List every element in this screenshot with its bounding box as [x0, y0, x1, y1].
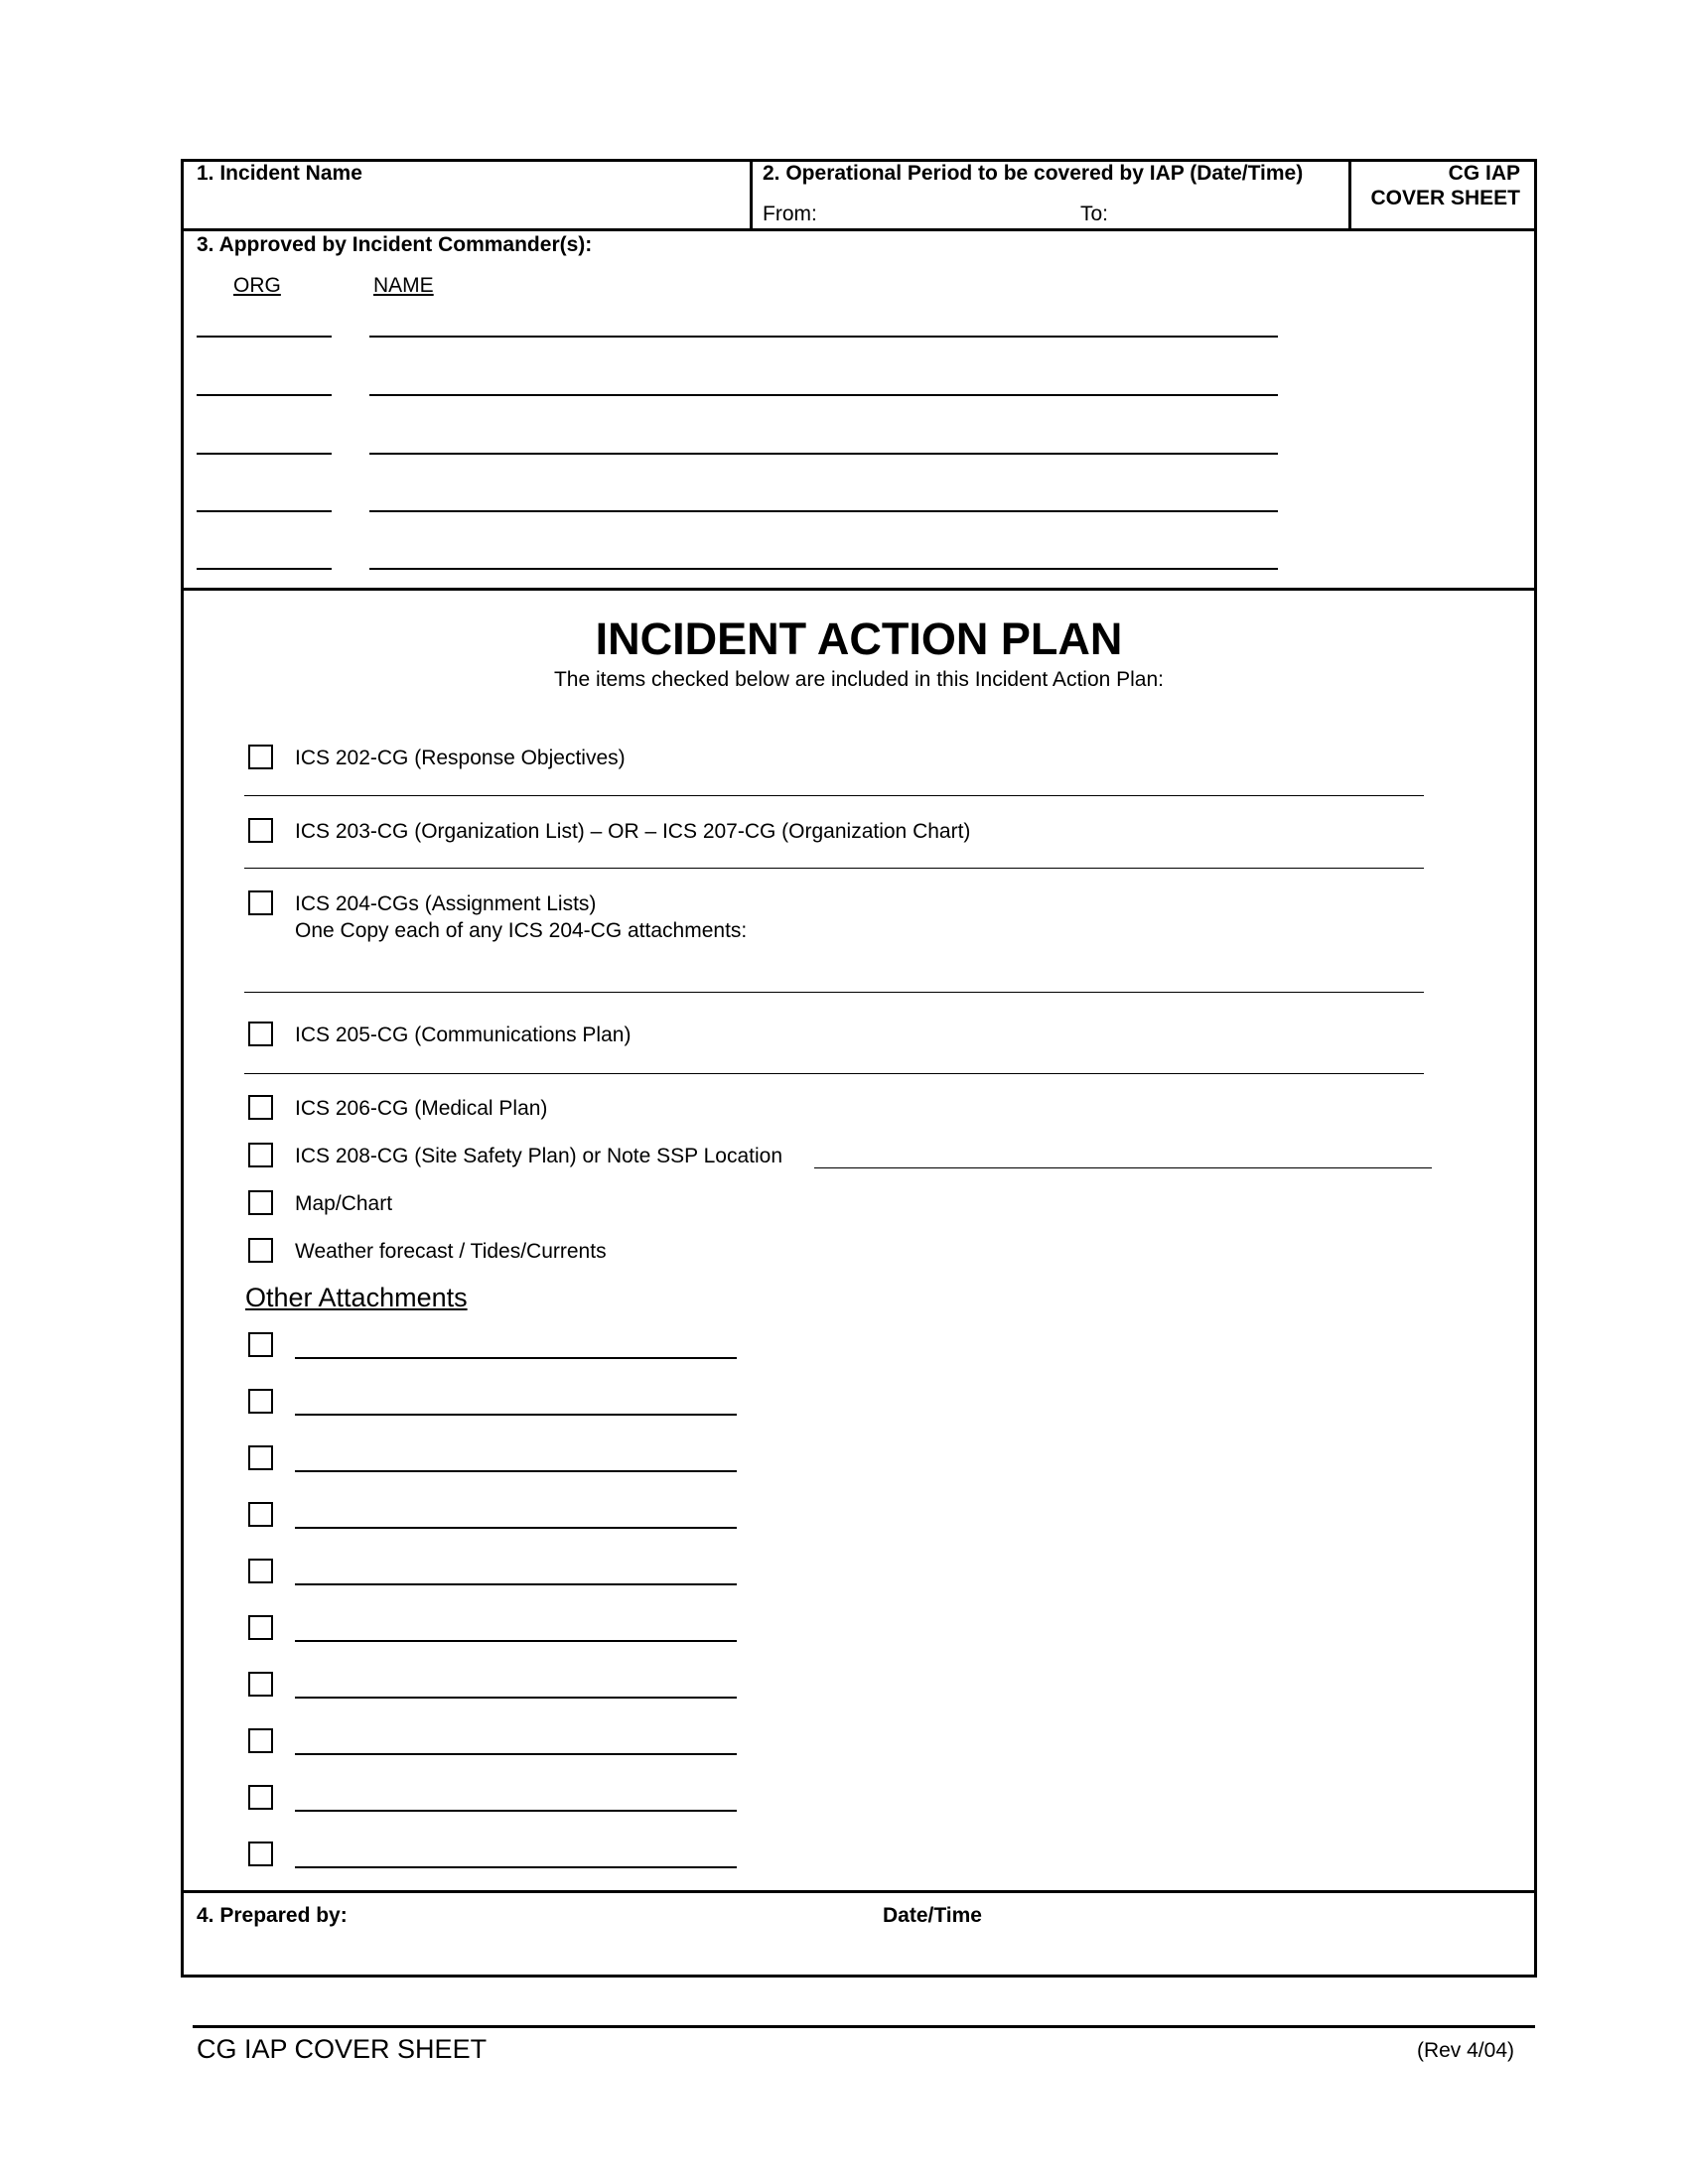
attachment-checkbox-9[interactable]: [248, 1785, 273, 1810]
other-attachments-label: Other Attachments: [245, 1283, 468, 1312]
separator-4: [244, 1073, 1424, 1074]
separator-2: [244, 868, 1424, 869]
org-line-2[interactable]: [197, 394, 332, 396]
org-line-4[interactable]: [197, 510, 332, 512]
header-divider-2: [1348, 159, 1351, 230]
approval-bottom-rule: [181, 588, 1537, 591]
ssp-location-line[interactable]: [814, 1167, 1432, 1168]
cover-sheet-line2: COVER SHEET: [1370, 187, 1520, 209]
from-label: From:: [763, 203, 817, 225]
checkbox-ics-204[interactable]: [248, 890, 273, 915]
name-line-3[interactable]: [369, 453, 1278, 455]
form-border: [181, 159, 1537, 1978]
checkbox-ics-203[interactable]: [248, 818, 273, 843]
attachment-checkbox-5[interactable]: [248, 1559, 273, 1583]
attachment-line-7[interactable]: [295, 1697, 737, 1699]
op-period-label: 2. Operational Period to be covered by IAP (Date/Time): [763, 162, 1304, 185]
to-label: To:: [1080, 203, 1109, 225]
attachment-checkbox-6[interactable]: [248, 1615, 273, 1640]
item-ics-205: ICS 205-CG (Communications Plan): [295, 1024, 632, 1046]
item-ics-204-sub: One Copy each of any ICS 204-CG attachments:: [295, 919, 748, 942]
attachment-checkbox-7[interactable]: [248, 1672, 273, 1697]
item-map-chart: Map/Chart: [295, 1192, 393, 1215]
cover-sheet-line1: CG IAP: [1448, 162, 1520, 185]
item-ics-203: ICS 203-CG (Organization List) – OR – ICS 207-CG (Organization Chart): [295, 820, 971, 843]
page-footer-revision: (Rev 4/04): [1416, 2039, 1514, 2062]
item-weather: Weather forecast / Tides/Currents: [295, 1240, 607, 1263]
datetime-field[interactable]: [1003, 1898, 1519, 1968]
attachment-line-2[interactable]: [295, 1414, 737, 1416]
attachment-checkbox-10[interactable]: [248, 1842, 273, 1866]
org-column-header: ORG: [233, 274, 281, 297]
checkbox-ics-208[interactable]: [248, 1143, 273, 1167]
org-line-3[interactable]: [197, 453, 332, 455]
checkbox-map-chart[interactable]: [248, 1190, 273, 1215]
prepared-by-label: 4. Prepared by:: [197, 1904, 348, 1927]
name-line-1[interactable]: [369, 336, 1278, 338]
header-bottom-rule: [181, 228, 1537, 231]
attachment-line-4[interactable]: [295, 1527, 737, 1529]
org-line-1[interactable]: [197, 336, 332, 338]
item-ics-208: ICS 208-CG (Site Safety Plan) or Note SSP Location: [295, 1145, 783, 1167]
attachment-line-10[interactable]: [295, 1866, 737, 1868]
attachment-checkbox-8[interactable]: [248, 1728, 273, 1753]
separator-1: [244, 795, 1424, 796]
to-field[interactable]: [1117, 199, 1340, 226]
attachment-checkbox-4[interactable]: [248, 1502, 273, 1527]
separator-3: [244, 992, 1424, 993]
org-line-5[interactable]: [197, 568, 332, 570]
approved-by-label: 3. Approved by Incident Commander(s):: [197, 233, 593, 256]
page-title: INCIDENT ACTION PLAN: [595, 614, 1123, 664]
page-subtitle: The items checked below are included in this Incident Action Plan:: [553, 668, 1164, 691]
checkbox-ics-202[interactable]: [248, 745, 273, 769]
checkbox-ics-205[interactable]: [248, 1022, 273, 1046]
datetime-label: Date/Time: [883, 1904, 982, 1927]
checkbox-weather[interactable]: [248, 1238, 273, 1263]
page-footer-title: CG IAP COVER SHEET: [197, 2034, 488, 2064]
prepared-by-field[interactable]: [367, 1898, 864, 1968]
incident-name-label: 1. Incident Name: [197, 162, 362, 185]
attachment-checkbox-3[interactable]: [248, 1445, 273, 1470]
attachment-checkbox-2[interactable]: [248, 1389, 273, 1414]
page-footer-rule: [193, 2025, 1535, 2028]
name-line-2[interactable]: [369, 394, 1278, 396]
attachment-line-6[interactable]: [295, 1640, 737, 1642]
attachment-line-3[interactable]: [295, 1470, 737, 1472]
name-column-header: NAME: [373, 274, 434, 297]
item-ics-204: ICS 204-CGs (Assignment Lists): [295, 892, 597, 915]
name-line-4[interactable]: [369, 510, 1278, 512]
checkbox-ics-206[interactable]: [248, 1095, 273, 1120]
attachment-checkbox-1[interactable]: [248, 1332, 273, 1357]
header-divider-1: [750, 159, 753, 230]
from-field[interactable]: [824, 199, 1072, 226]
prepared-top-rule: [181, 1890, 1537, 1893]
attachment-line-5[interactable]: [295, 1583, 737, 1585]
attachment-line-8[interactable]: [295, 1753, 737, 1755]
item-ics-206: ICS 206-CG (Medical Plan): [295, 1097, 548, 1120]
item-ics-202: ICS 202-CG (Response Objectives): [295, 747, 626, 769]
incident-name-field[interactable]: [187, 189, 743, 224]
name-line-5[interactable]: [369, 568, 1278, 570]
attachment-line-1[interactable]: [295, 1357, 737, 1359]
attachment-line-9[interactable]: [295, 1810, 737, 1812]
